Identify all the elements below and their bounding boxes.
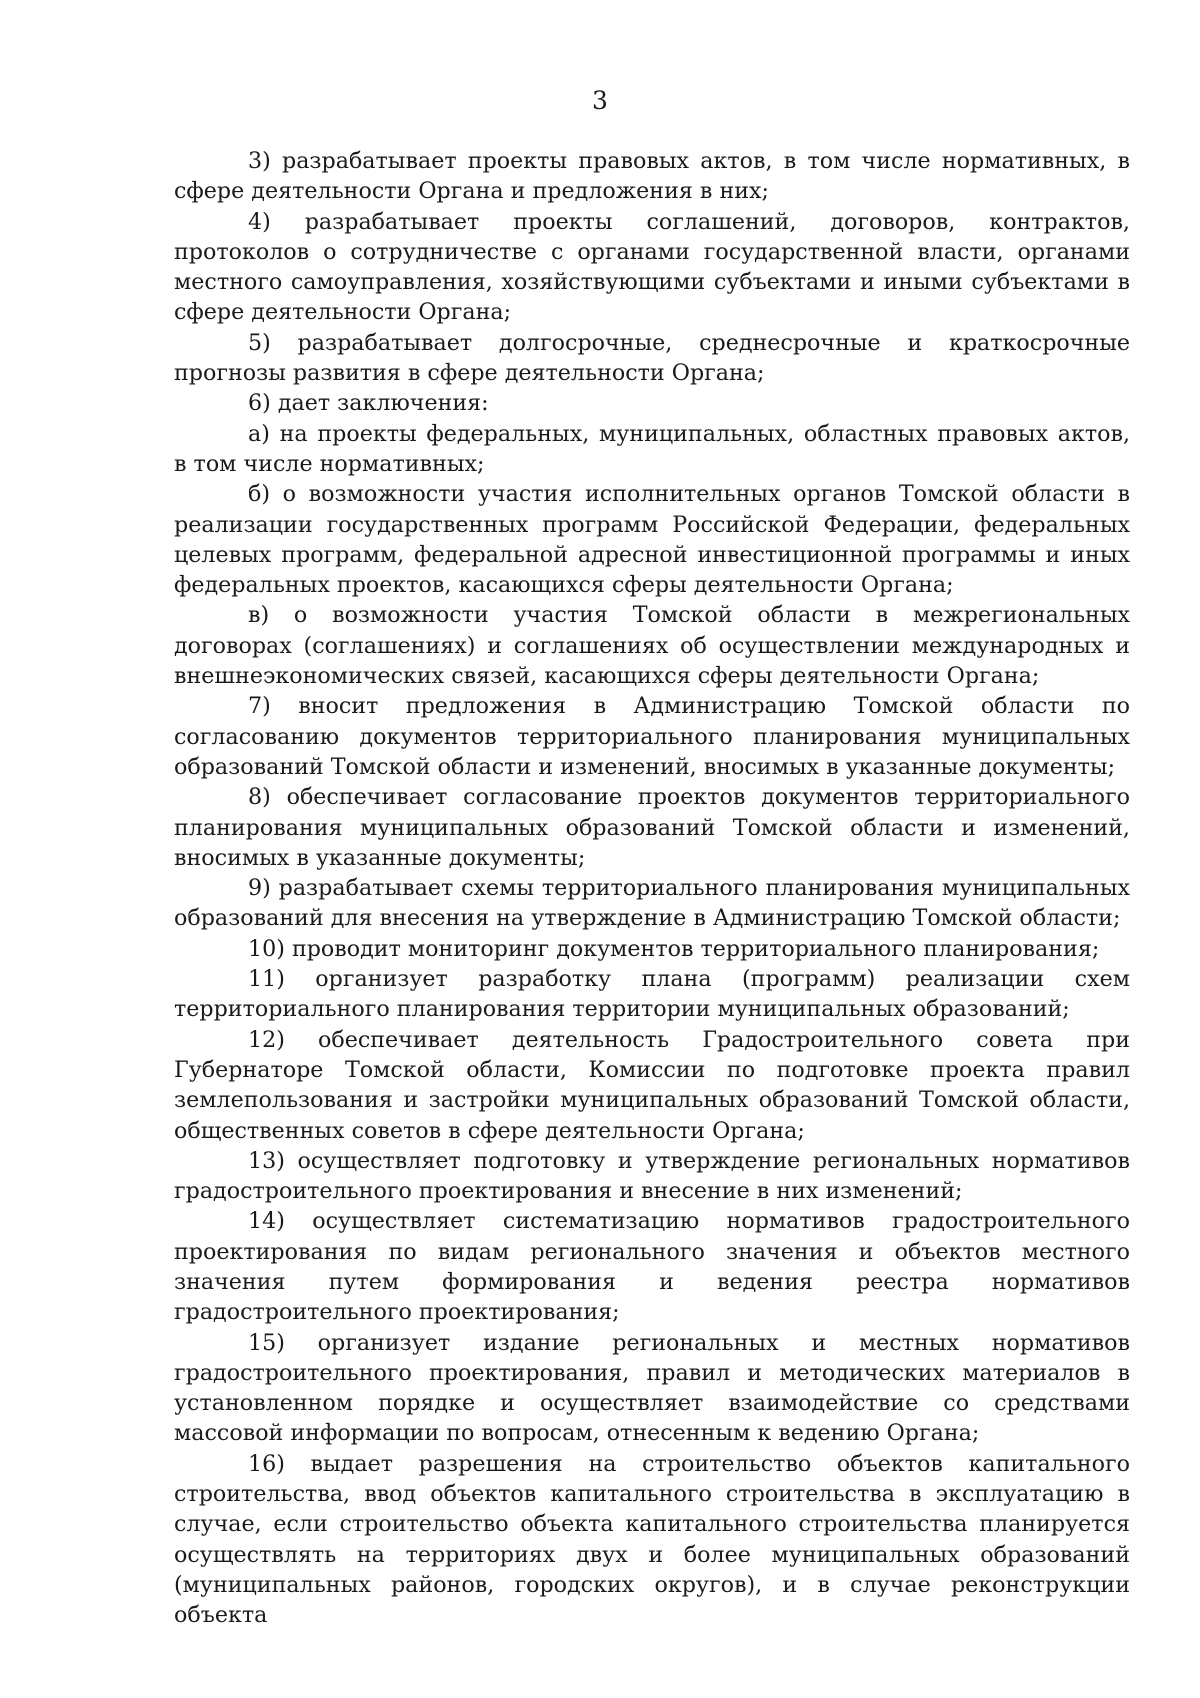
paragraph-item-9: 9) разрабатывает схемы территориального планирования муниципальных образований для внесения на утверждение в Администрацию Томской области; [174, 875, 1130, 932]
paragraph-item-6: 6) дает заключения: [248, 390, 489, 417]
page-number: 3 [592, 86, 608, 115]
paragraph-subitem-b: б) о возможности участия исполнительных органов Томской области в реализации государственных программ Российской Федерации, федеральных целевых программ, федеральной адресной инвестиционной программы и иных федеральных проектов, касающихся сферы деятельности Органа; [174, 481, 1130, 599]
paragraph-subitem-a: а) на проекты федеральных, муниципальных, областных правовых актов, в том числе нормативных; [174, 420, 1130, 477]
paragraph-subitem-v: в) о возможности участия Томской области в межрегиональных договорах (соглашениях) и соглашениях об осуществлении международных и внешнеэкономических связей, касающихся сферы деятельности Органа; [174, 602, 1130, 690]
paragraph-item-12: 12) обеспечивает деятельность Градостроительного совета при Губернаторе Томской области, Комиссии по подготовке проекта правил землепользования и застройки муниципальных образований Томской области, общественных советов в сфере деятельности Органа; [174, 1026, 1130, 1144]
paragraph-item-14: 14) осуществляет систематизацию нормативов градостроительного проектирования по видам регионального значения и объектов местного значения путем формирования и ведения реестра нормативов градостроительного проектирования; [174, 1208, 1130, 1326]
paragraph-item-16: 16) выдает разрешения на строительство объектов капитального строительства, ввод объектов капитального строительства в эксплуатацию в случае, если строительство объекта капитального строительства планируется осуществлять на территориях двух и более муниципальных образований (муниципальных районов, городских округов), и в случае реконструкции объекта [174, 1450, 1130, 1629]
paragraph-item-13: 13) осуществляет подготовку и утверждение региональных нормативов градостроительного проектирования и внесение в них изменений; [174, 1147, 1130, 1205]
paragraph-item-15: 15) организует издание региональных и местных нормативов градостроительного проектирования, правил и методических материалов в установленном порядке и осуществляет взаимодействие со средствами массовой информации по вопросам, отнесенным к ведению Органа; [174, 1329, 1130, 1447]
paragraph-item-5: 5) разрабатывает долгосрочные, среднесрочные и краткосрочные прогнозы развития в сфере деятельности Органа; [174, 329, 1130, 387]
paragraph-item-4: 4) разрабатывает проекты соглашений, договоров, контрактов, протоколов о сотрудничестве с органами государственной власти, органами местного самоуправления, хозяйствующими субъектами и иными субъектами в сфере деятельности Органа; [174, 208, 1130, 326]
paragraph-item-10: 10) проводит мониторинг документов территориального планирования; [248, 935, 1100, 962]
paragraph-item-8: 8) обеспечивает согласование проектов документов территориального планирования муниципальных образований Томской области и изменений, вносимых в указанные документы; [174, 784, 1130, 871]
paragraph-item-11: 11) организует разработку плана (программ) реализации схем территориального планирования территории муниципальных образований; [174, 966, 1130, 1023]
paragraph-item-3: 3) разрабатывает проекты правовых актов, в том числе нормативных, в сфере деятельности Органа и предложения в них; [174, 148, 1130, 205]
document-body [174, 146, 1130, 1631]
paragraph-item-7: 7) вносит предложения в Администрацию Томской области по согласованию документов территориального планирования муниципальных образований Томской области и изменений, вносимых в указанные документы; [174, 693, 1130, 780]
